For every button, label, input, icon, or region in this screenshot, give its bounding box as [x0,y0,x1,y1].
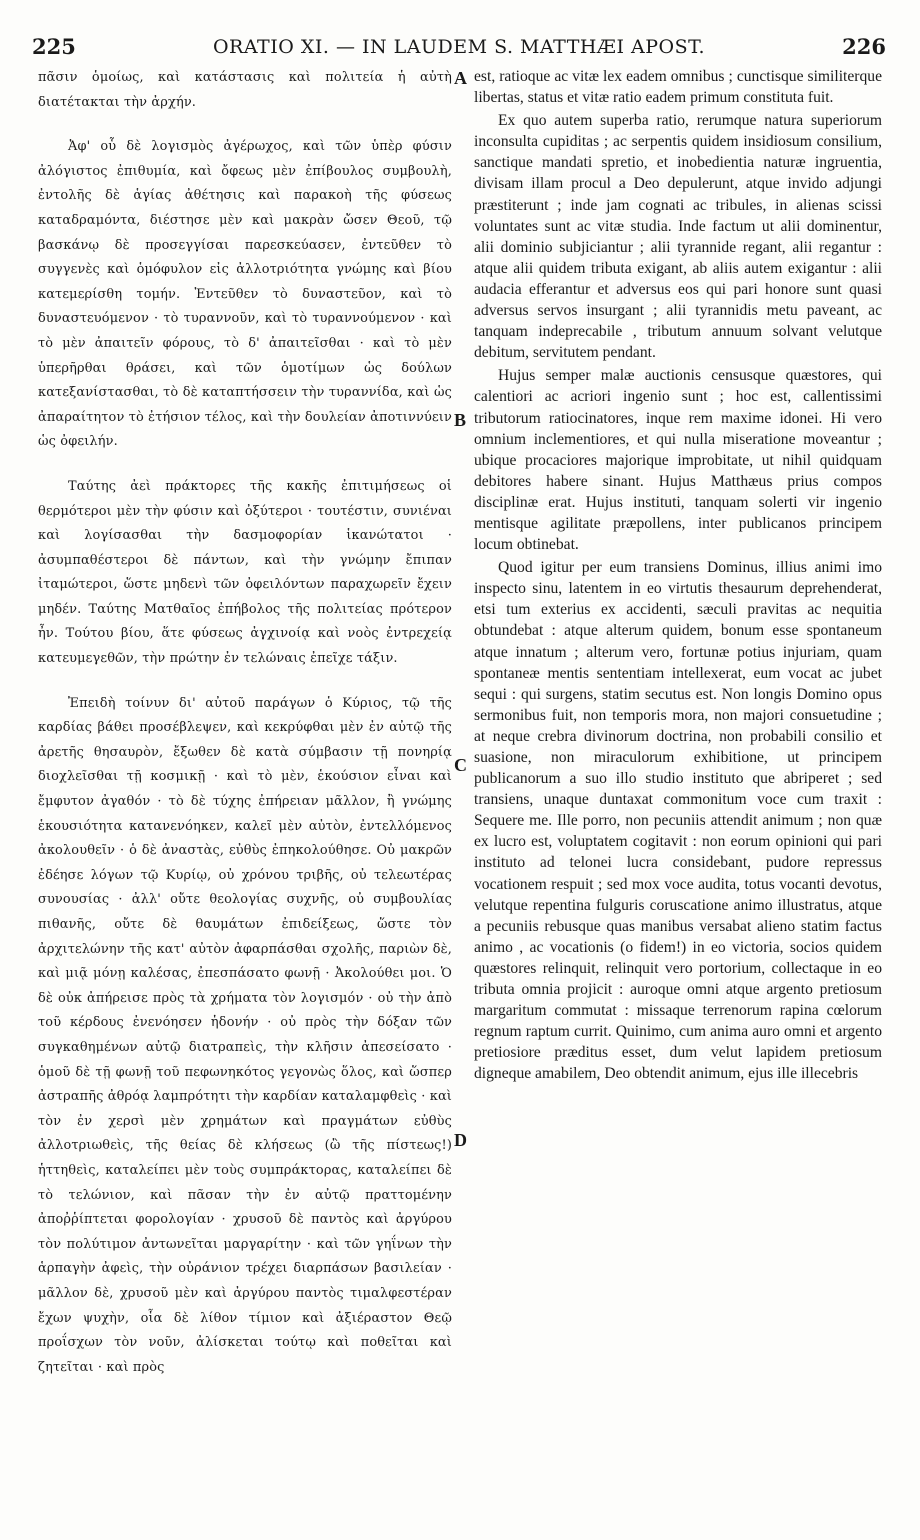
latin-column [474,66,882,1085]
greek-paragraph-4: Ἐπειδὴ τοίνυν δι' αὐτοῦ παράγων ὁ Κύριος, τῷ τῆς καρδίας βάθει προσέβλεψεν, καὶ κεκρύφθαι μὲν ἐν αὐτῷ τῆς ἀρετῆς θησαυρὸν, ἔξωθεν δὲ κατὰ σύμβασιν τῇ πονηρίᾳ διοχλεῖσθαι τῇ κοσμικῇ · καὶ τὸ μὲν, ἑκούσιον εἶναι καὶ ἔμφυτον ἀγαθόν · τὸ δὲ τύχης ἐπήρειαν μᾶλλον, ἢ γνώμης ἑκουσιότητα κατανενόηκεν, καλεῖ μὲν αὐτὸν, ἐντελλόμενος ἀκολουθεῖν · ὁ δὲ ἀναστὰς, εὐθὺς ἐπηκολούθησε. Οὐ μακρῶν ἐδέησε λόγων τῷ Κυρίῳ, οὐ χρόνου τριβῆς, οὐ τελεωτέρας συνουσίας · ἀλλ' οὔτε θεολογίας συχνῆς, οὐ συμβουλίας πιθανῆς, οὔτε δὲ θαυμάτων ἐπιδείξεως, ὥστε τὸν ἀρχιτελώνην τῆς κατ' αὐτὸν ἀφαρπάσθαι σχολῆς, παριὼν δὲ, καὶ μιᾷ μόνῃ καλέσας, ἐπεσπάσατο φωνῇ · Ἀκολούθει μοι. Ὁ δὲ οὐκ ἀπήρεισε πρὸς τὰ χρήματα τὸν λογισμόν · οὐ τὴν ἀπὸ τοῦ κέρδους ἐνενόησεν ἡδονήν · οὐ πρὸς τὴν δόξαν τῶν συγκαθημένων αὐτῷ διατραπεὶς, τὴν κλῆσιν ἀπεσείσατο · ὁμοῦ δὲ τῇ φωνῇ τοῦ πεφωνηκότος γεγονὼς ὅλος, καὶ ὥσπερ ἀστραπῆς ἀθρόᾳ λαμπρότητι τὴν καρδίαν καταλαμφθεὶς · καὶ τὸν ἐν χερσὶ μὲν χρημάτων καὶ πραγμάτων εὐθὺς ἀλλοτριωθεὶς, τῆς θείας δὲ κλήσεως (ὢ τῆς πίστεως!) ἡττηθεὶς, καταλείπει μὲν τοὺς συμπράκτορας, καταλείπει δὲ τὸ τελώνιον, καὶ πᾶσαν τὴν ἐν αὐτῷ πραττομένην ἀποῤῥίπτεται φορολογίαν · χρυσοῦ δὲ παντὸς καὶ ἀργύρου τὸν πολύτιμον ἀντωνεῖται μαργαρίτην · καὶ τῶν γηΐνων τὴν ἁρπαγὴν ἀφεὶς, τὴν οὐράνιον τρέχει διαρπάσων βασιλείαν · μᾶλλον δὲ, χρυσοῦ μὲν καὶ ἀργύρου παντὸς τιμαλφεστέραν ἔχων ψυχὴν, οἷα δὲ λίθον τίμιον καὶ ἀξιέραστον Θεῷ προΐσχων τὸν νοῦν, ἀλίσκεται τούτῳ καὶ ποθεῖται καὶ ζητεῖται · καὶ πρὸς [38,695,452,1375]
greek-paragraph-2: Ἀφ' οὗ δὲ λογισμὸς ἀγέρωχος, καὶ τῶν ὑπὲρ φύσιν ἀλόγιστος ἐπιθυμία, καὶ ὄφεως μὲν ἐπίβουλος συμβουλὴ, ἐντολῆς δὲ ἁγίας ἀθέτησις καὶ παρακοὴ τῆς φύσεως καταδραμόντα, διέστησε μὲν καὶ μακρὰν ὤσεν Θεοῦ, τῷ βασκάνῳ δὲ προσεγγίσαι παρεσκεύασεν, ἐντεῦθεν τὸ συγγενὲς καὶ ὁμόφυλον εἰς ἀλλοτριότητα γνώμης καὶ βίου κατεμερίσθη τομήν. Ἐντεῦθεν τὸ δυναστεῦον, καὶ τὸ δυναστευόμενον · τὸ τυραννοῦν, καὶ τὸ τυραννούμενον · καὶ τὸ μὲν ἀπαιτεῖν φόρους, τὸ δ' ἀπαιτεῖσθαι · καὶ τὸ μὲν ὑπερῆρθαι θράσει, καὶ τῶν ὁμοτίμων ὡς δούλων κατεξανίστασθαι, τὸ δὲ καταπτήσσειν τὴν τυραννίδα, καὶ ὡς ἀπαραίτητον τὸ ἐτήσιον τέλος, καὶ τὴν δουλείαν ἀποτιννύειν ὡς ὀφειλήν. [38,139,452,450]
running-title: ORATIO XI. — IN LAUDEM S. MATTHÆI APOST. [212,36,706,58]
greek-column [38,66,452,1380]
right-page-number: 226 [842,34,886,59]
section-marker-b: B [454,410,467,430]
latin-paragraph-4: Quod igitur per eum transiens Dominus, illius animi imo inspecto sinu, latentem in eo virtutis thesaurum deprehenderat, etsi tum exterius ex accidenti, sæculi pravitas ac nequitia obtundebat : atque alterum quidem, bonum esse spontaneum atque innatum ; alterum vero, fortunæ potius injuriam, quam spontaneæ mentis sententiam intellexerat, eum vocat ac jubet sequi : qui surgens, statim secutus est. Non longis Domino opus sermonibus fuit, non temporis mora, non majori consuetudine ; at neque crebra divinorum doctrina, non probabili consilio et suasione, non miraculorum exhibitione, ut principem publicanorum a suo illo studio instituto que abriperet ; sed transiens, unaque duntaxat commonitum voce cum traxit : Sequere me. Ille porro, non pecuniis attendit animum ; non quæ ex lucro est, voluptatem cogitavit : non eorum opinioni qui pari instituto ad telonei lucra considebant, pudore repressus vocationem respuit ; sed mox voce audita, totus vocanti devotus, velutque repentina fulguris coruscatione animo illustratus, atque a pecuniis rebusque quas manibus versabat alieno statim factus animo , ac vocationis (o fidem!) in eo victoria, socios quidem quæstores relinquit, relinquit vero portorium, collectaque in eo tributa omnia projicit : auroque omni atque argento pretiosum margaritum commutat : missaque terrenorum rapina cœlorum regnum raptum currit. Quinimo, cum anima auro omni et argento pretiosiore præditus esset, dum velut lapidem pretiosum digneque amabilem, Deo obtendit animum, ejus ille illecebris [474,559,882,1083]
left-page-number: 225 [32,34,76,59]
greek-paragraph-1: πᾶσιν ὁμοίως, καὶ κατάστασις καὶ πολιτεία ἡ αὐτὴ διατέτακται τὴν ἀρχήν. [38,70,452,110]
section-marker-a: A [454,68,467,88]
section-marker-d: D [454,1130,467,1150]
section-marker-c: C [454,755,467,775]
greek-paragraph-3: Ταύτης ἀεὶ πράκτορες τῆς κακῆς ἐπιτιμήσεως οἱ θερμότεροι μὲν τὴν φύσιν καὶ ὀξύτεροι · τουτέστιν, συνιέναι καὶ λογίσασθαι τὴν δασμοφορίαν ἱκανώτατοι · ἀσυμπαθέστεροι δὲ πάντων, καὶ τὴν γνώμην ἔπιπαν ἰταμώτεροι, ὥστε μηδενὶ τῶν ὀφειλόντων παραχωρεῖν ἔχειν μηδέν. Ταύτης Ματθαῖος ἐπήβολος τῆς πολιτείας πρότερον ἦν. Τούτου βίου, ἅτε φύσεως ἀγχινοίᾳ καὶ νοὸς ἐντρεχείᾳ κατευμεγεθῶν, τὴν πρώτην ἐν τελώναις ἐπεῖχε τάξιν. [38,478,452,667]
latin-paragraph-2: Ex quo autem superba ratio, rerumque natura superiorum inconsulta cupiditas ; ac serpentis quidem insidiosum consilium, sanctique mandati spretio, et inobedientia naturæ ingruentia, divisam illam procul a Deo depulerunt, atque invido adjungi præstiterunt ; inde jam cognati ac tribules, in alienas scissi voluntates sunt ac vitæ studia. Inde factum ut alii dominentur, alii dominio subjiciantur ; alii tyrannide regant, alii regantur : atque alii quidem tributa exigant, ab aliis autem exigantur : alii audacia efferantur et adversus eos qui pari honore sunt quasi adversus servos insurgant ; alii tyrannidis metu paveant, ac tanquam indeprecabile , tributum annuum solvant velutque debitum, servitutem pendant. [474,112,882,362]
running-header [28,34,890,64]
latin-paragraph-3: Hujus semper malæ auctionis censusque quæstores, qui calentiori ac acriori ingenio sunt ; hoc est, callentissimi tributorum ratiocinatores, inque rem maxime idonei. Hi vero omnium inclementiores, et qui nulla miseratione moveantur ; ubique procaciores majorique improbitate, ut nihil quidquam debitores habere sinant. Hujus Matthæus prius compos disciplinæ erat. Hujus instituti, tanquam solerti vir ingenio mentisque agilitate præpollens, inter publicanos principem locum obtinebat. [474,367,882,554]
latin-paragraph-1: est, ratioque ac vitæ lex eadem omnibus ; cunctisque similiterque libertas, status et vitæ ratio eadem primum constituta fuit. [474,68,882,107]
